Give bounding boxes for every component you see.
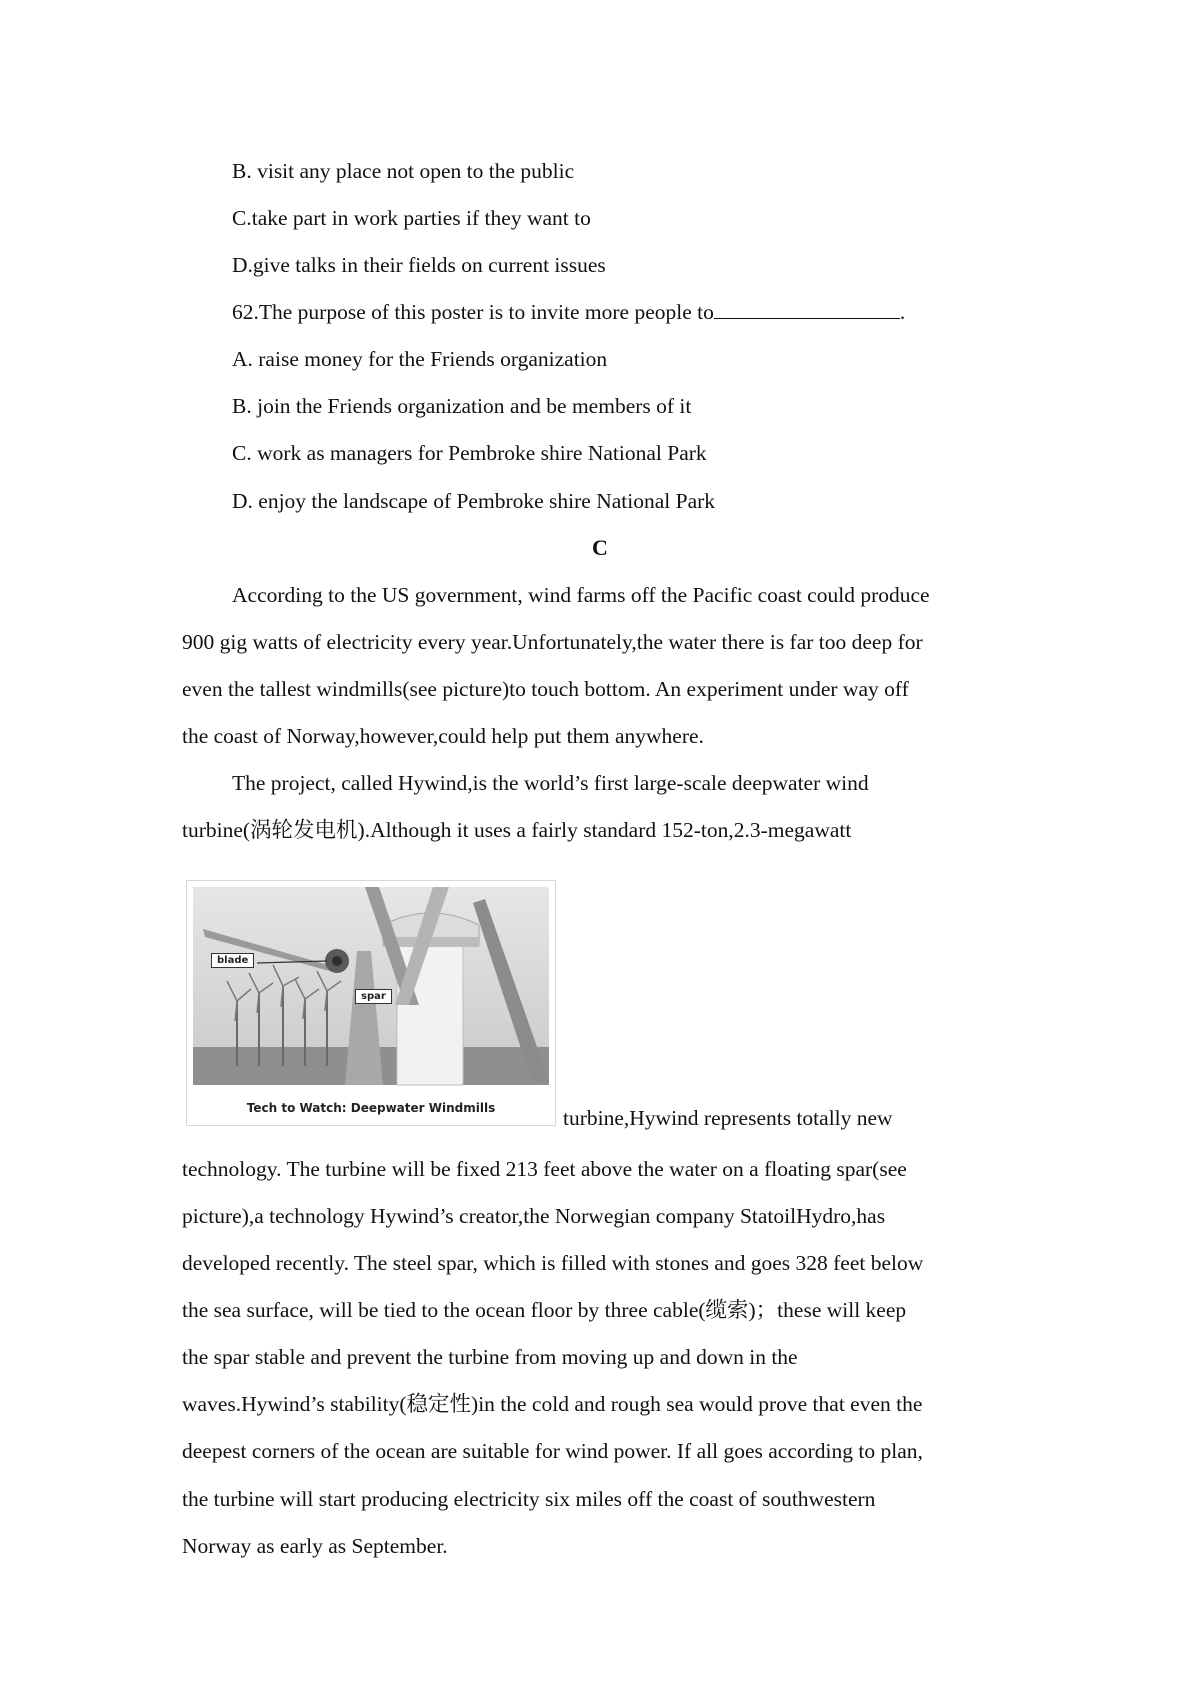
- paragraph-2-line: Norway as early as September.: [182, 1534, 448, 1558]
- paragraph-2-line: turbine,Hywind represents totally new: [563, 1106, 893, 1130]
- q62-stem-end: .: [899, 300, 906, 324]
- q62-stem-line: [232, 298, 905, 326]
- figure-caption: Tech to Watch: Deepwater Windmills: [246, 1101, 496, 1115]
- paragraph-1-line: even the tallest windmills(see picture)to touch bottom. An experiment under way off: [182, 677, 909, 701]
- q61-option-b: B. visit any place not open to the public: [232, 159, 575, 183]
- paragraph-2-line: the sea surface, will be tied to the ocean floor by three cable(缆索)；these will keep: [182, 1298, 907, 1322]
- q62-option-b: B. join the Friends organization and be members of it: [232, 394, 692, 418]
- q62-option-d: D. enjoy the landscape of Pembroke shire National Park: [232, 489, 716, 513]
- q61-option-d: D.give talks in their fields on current issues: [232, 253, 606, 277]
- paragraph-1-line: the coast of Norway,however,could help put them anywhere.: [182, 724, 704, 748]
- section-heading: C: [592, 535, 608, 560]
- paragraph-2-line: deepest corners of the ocean are suitable for wind power. If all goes according to plan,: [182, 1439, 923, 1463]
- paragraph-2-line: picture),a technology Hywind’s creator,the Norwegian company StatoilHydro,has: [182, 1204, 886, 1228]
- paragraph-2-line: technology. The turbine will be fixed 213 feet above the water on a floating spar(see: [182, 1157, 907, 1181]
- q62-option-c: C. work as managers for Pembroke shire National Park: [232, 441, 707, 465]
- q62-option-a: A. raise money for the Friends organization: [232, 347, 608, 371]
- answer-blank: [714, 300, 900, 319]
- q62-stem: 62.The purpose of this poster is to invite more people to: [232, 300, 714, 324]
- spar-label: spar: [355, 989, 392, 1004]
- paragraph-2-line: waves.Hywind’s stability(稳定性)in the cold and rough sea would prove that even the: [182, 1392, 923, 1416]
- q61-option-c: C.take part in work parties if they want to: [232, 206, 591, 230]
- paragraph-2-line: turbine(涡轮发电机).Although it uses a fairly standard 152-ton,2.3-megawatt: [182, 818, 852, 842]
- paragraph-2-line: the turbine will start producing electricity six miles off the coast of southwestern: [182, 1487, 876, 1511]
- blade-label: blade: [211, 953, 254, 968]
- paragraph-1-line: 900 gig watts of electricity every year.Unfortunately,the water there is far too deep for: [182, 630, 923, 654]
- paragraph-2-line: The project, called Hywind,is the world’s first large-scale deepwater wind: [232, 771, 869, 795]
- deepwater-windmill-figure: [186, 880, 556, 1126]
- paragraph-2-line: the spar stable and prevent the turbine from moving up and down in the: [182, 1345, 798, 1369]
- paragraph-1-line: According to the US government, wind farms off the Pacific coast could produce: [232, 583, 930, 607]
- paragraph-2-line: developed recently. The steel spar, which is filled with stones and goes 328 feet below: [182, 1251, 924, 1275]
